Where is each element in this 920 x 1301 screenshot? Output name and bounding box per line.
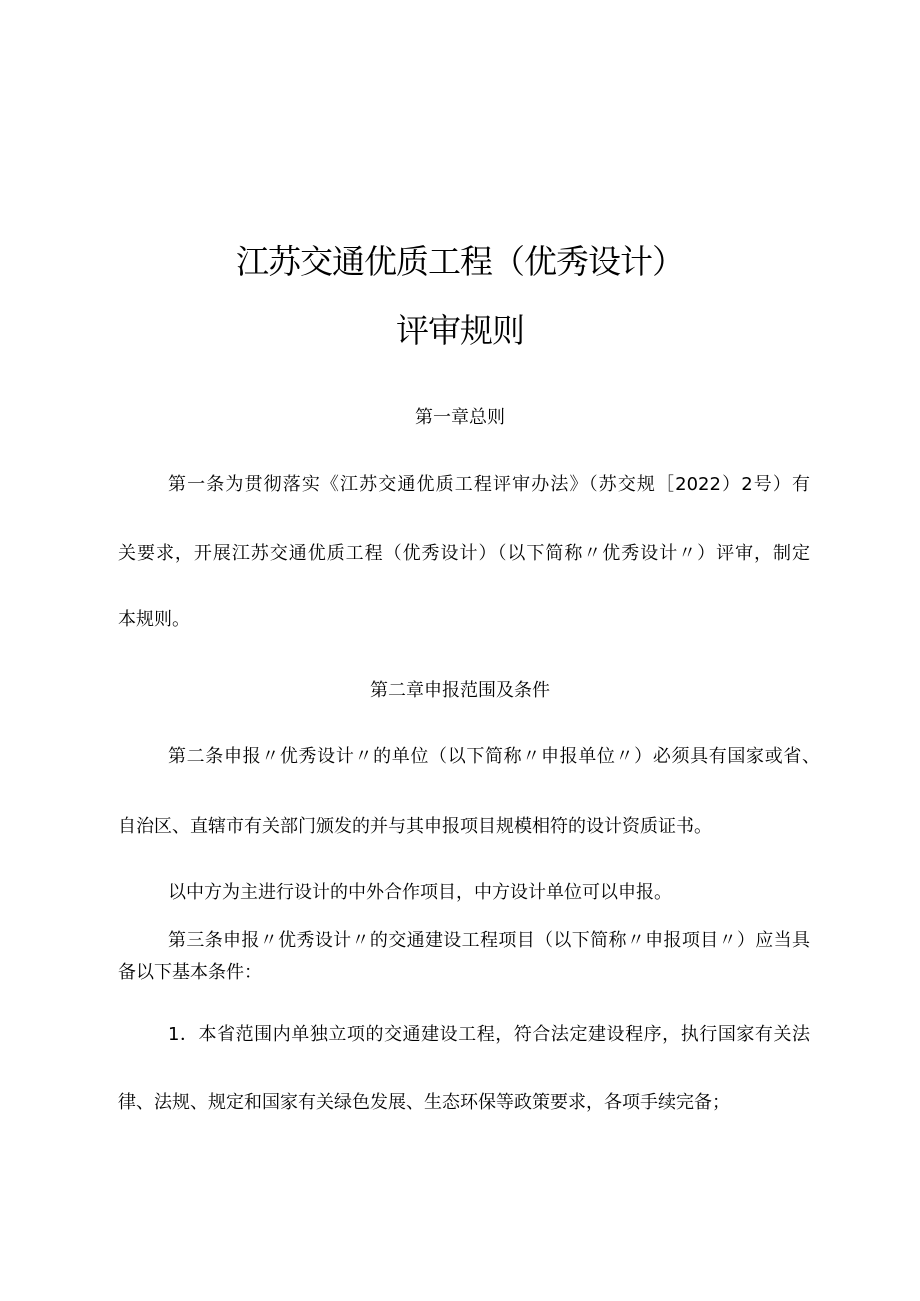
article3-line2: 备以下基本条件： <box>118 962 262 983</box>
article2-line2: 自治区、直辖市有关部门颁发的并与其申报项目规模相符的设计资质证书。 <box>118 816 712 837</box>
document-title-line2: 评审规则 <box>396 311 524 350</box>
item1-line1: 1．本省范围内单独立项的交通建设工程，符合法定建设程序，执行国家有关法 <box>168 1024 810 1045</box>
article1-line2: 关要求，开展江苏交通优质工程（优秀设计）（以下简称〃优秀设计〃）评审，制定 <box>118 543 810 564</box>
article1-line1: 第一条为贯彻落实《江苏交通优质工程评审办法》（苏交规［2022）2号）有 <box>168 474 810 495</box>
article2-line3: 以中方为主进行设计的中外合作项目，中方设计单位可以申报。 <box>168 882 672 903</box>
article1-line3: 本规则。 <box>118 609 190 630</box>
article2-line1: 第二条申报〃优秀设计〃的单位（以下简称〃申报单位〃）必须具有国家或省、 <box>168 746 820 767</box>
chapter2-heading: 第二章申报范围及条件 <box>370 680 550 701</box>
document-title-line1: 江苏交通优质工程（优秀设计） <box>236 242 684 281</box>
chapter1-heading: 第一章总则 <box>415 407 505 428</box>
item1-line2: 律、法规、规定和国家有关绿色发展、生态环保等政策要求，各项手续完备； <box>118 1092 730 1113</box>
article3-line1: 第三条申报〃优秀设计〃的交通建设工程项目（以下简称〃申报项目〃）应当具 <box>168 930 810 951</box>
